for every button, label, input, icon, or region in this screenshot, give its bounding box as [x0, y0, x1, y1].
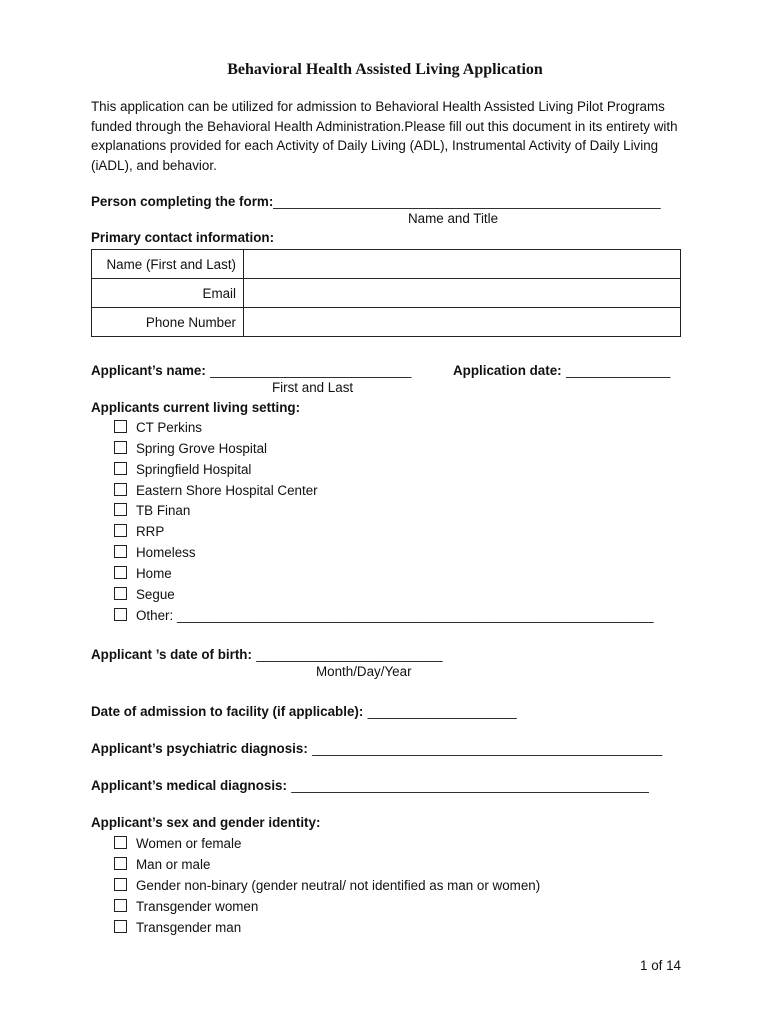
checkbox-icon[interactable] — [114, 462, 127, 475]
intro-paragraph: This application can be utilized for admission to Behavioral Health Assisted Living Pilot Programs funded through the Behavioral Health Administration.Please fill out this document in its entirety with explanations provided for each Activity of Daily Living (ADL), Instrumental Activity of Daily Living (iADL), and behavior. — [91, 99, 678, 173]
living-setting-heading: Applicants current living setting: — [91, 400, 301, 415]
contact-email-input[interactable] — [244, 279, 681, 308]
applicant-name-field[interactable] — [91, 362, 411, 380]
admission-date-field[interactable] — [91, 703, 517, 721]
primary-contact-heading: Primary contact information: — [91, 230, 275, 245]
dob-sublabel: Month/Day/Year — [316, 664, 412, 679]
contact-email-label: Email — [92, 279, 244, 308]
application-date-line: ______________ — [566, 363, 671, 378]
checkbox-springfield[interactable]: Springfield Hospital — [114, 462, 251, 477]
checkbox-women-female[interactable]: Women or female — [114, 836, 241, 851]
checkbox-other[interactable]: Other: ________________________________________________________________ — [114, 608, 654, 623]
checkbox-icon[interactable] — [114, 566, 127, 579]
checkbox-icon[interactable] — [114, 857, 127, 870]
checkbox-segue[interactable]: Segue — [114, 587, 175, 602]
contact-phone-label: Phone Number — [92, 308, 244, 337]
applicant-name-line: ___________________________ — [210, 363, 412, 378]
table-row — [92, 250, 681, 279]
application-date-field[interactable] — [453, 362, 670, 380]
dob-line: _________________________ — [256, 647, 443, 662]
checkbox-icon[interactable] — [114, 899, 127, 912]
checkbox-icon[interactable] — [114, 483, 127, 496]
checkbox-man-male[interactable]: Man or male — [114, 857, 210, 872]
checkbox-icon[interactable] — [114, 524, 127, 537]
checkbox-eastern-shore[interactable]: Eastern Shore Hospital Center — [114, 483, 318, 498]
checkbox-icon[interactable] — [114, 545, 127, 558]
contact-name-input[interactable] — [244, 250, 681, 279]
contact-phone-input[interactable] — [244, 308, 681, 337]
other-line: ________________________________________________________________ — [176, 608, 654, 623]
checkbox-icon[interactable] — [114, 587, 127, 600]
primary-contact-table — [91, 249, 681, 337]
page-number: 1 of 14 — [640, 958, 681, 973]
person-completing-field[interactable] — [91, 193, 661, 211]
application-date-label: Application date: — [453, 363, 562, 378]
checkbox-icon[interactable] — [114, 503, 127, 516]
checkbox-icon[interactable] — [114, 878, 127, 891]
medical-diagnosis-label: Applicant’s medical diagnosis: — [91, 778, 287, 793]
medical-diagnosis-line: ________________________________________________ — [291, 778, 649, 793]
checkbox-icon[interactable] — [114, 441, 127, 454]
checkbox-transgender-women[interactable]: Transgender women — [114, 899, 258, 914]
checkbox-non-binary[interactable]: Gender non-binary (gender neutral/ not identified as man or women) — [114, 878, 540, 893]
medical-diagnosis-field[interactable] — [91, 777, 649, 795]
checkbox-icon[interactable] — [114, 608, 127, 621]
checkbox-spring-grove[interactable]: Spring Grove Hospital — [114, 441, 267, 456]
checkbox-home[interactable]: Home — [114, 566, 172, 581]
dob-label: Applicant ’s date of birth: — [91, 647, 252, 662]
checkbox-rrp[interactable]: RRP — [114, 524, 164, 539]
admission-date-line: ____________________ — [367, 704, 517, 719]
dob-field[interactable] — [91, 646, 443, 664]
checkbox-ct-perkins[interactable]: CT Perkins — [114, 420, 202, 435]
checkbox-tb-finan[interactable]: TB Finan — [114, 503, 190, 518]
table-row — [92, 279, 681, 308]
page-title: Behavioral Health Assisted Living Application — [227, 61, 543, 78]
checkbox-transgender-man[interactable]: Transgender man — [114, 920, 241, 935]
applicant-name-label: Applicant’s name: — [91, 363, 206, 378]
checkbox-icon[interactable] — [114, 920, 127, 933]
person-completing-sublabel: Name and Title — [408, 211, 499, 226]
psychiatric-diagnosis-line: _______________________________________________ — [312, 741, 663, 756]
psychiatric-diagnosis-label: Applicant’s psychiatric diagnosis: — [91, 741, 308, 756]
checkbox-icon[interactable] — [114, 836, 127, 849]
sex-gender-heading: Applicant’s sex and gender identity: — [91, 815, 321, 830]
person-completing-line: ____________________________________________________ — [273, 194, 661, 209]
admission-date-label: Date of admission to facility (if applicable): — [91, 704, 364, 719]
table-row — [92, 308, 681, 337]
contact-name-label: Name (First and Last) — [92, 250, 244, 279]
applicant-name-sublabel: First and Last — [272, 380, 354, 395]
psychiatric-diagnosis-field[interactable] — [91, 740, 662, 758]
checkbox-homeless[interactable]: Homeless — [114, 545, 196, 560]
checkbox-icon[interactable] — [114, 420, 127, 433]
person-completing-label: Person completing the form: — [91, 194, 274, 209]
